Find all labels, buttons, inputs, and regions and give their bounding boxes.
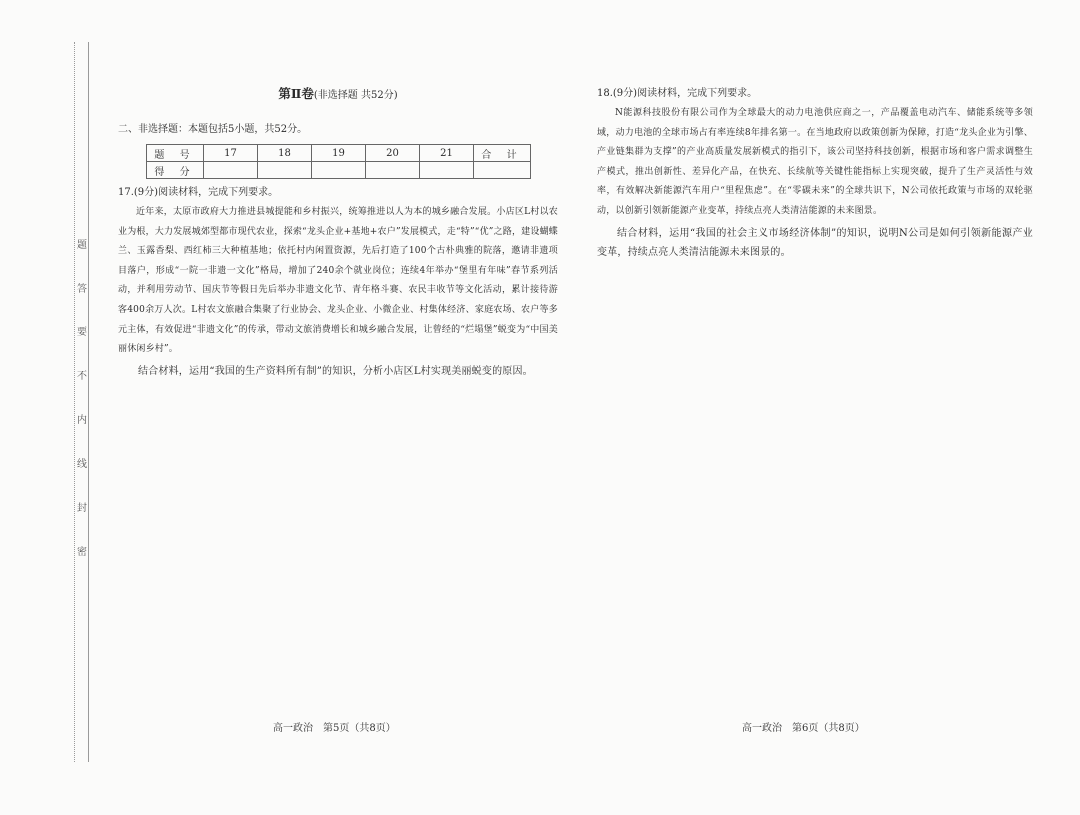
margin-char: 内 [77,415,87,426]
section-title [118,84,558,104]
score-cell[interactable] [420,162,474,179]
binding-dotted-line [74,42,75,762]
score-cell[interactable] [366,162,420,179]
question-number-cell: 21 [420,145,474,162]
margin-char: 答 [77,284,87,295]
total-label: 合 计 [474,145,531,162]
left-page-footer: 高一政治 第5页（共8页） [273,723,396,734]
total-score-cell[interactable] [474,162,531,179]
question-18-material: N能源科技股份有限公司作为全球最大的动力电池供应商之一，产品覆盖电动汽车、储能系统等多领域，动力电池的全球市场占有率连续8年排名第一。在当地政府以政策创新为保障，打造“龙头企业为引擎、产业链集群为支撑”的产业高质量发展新模式的指引下，该公司坚持科技创新，根据市场和客户需求调整生产模式，推出创新性、差异化产品，在快充、长续航等关键性能指标上实现突破，提升了生产灵活性与效率，有效解决新能源汽车用户“里程焦虑”。在“零碳未来”的全球共识下，N公司依托政策与市场的双轮驱动，以创新引领新能源产业变革，持续点亮人类清洁能源的未来图景。 [597,108,1033,216]
question-17-material: 近年来，太原市政府大力推进县城提能和乡村振兴，统筹推进以人为本的城乡融合发展。小店区L村以农业为根，大力发展城郊型都市现代农业，探索“龙头企业+基地+农户”发展模式，走“特”“优”之路，建设蝴蝶兰、玉露香梨、西红柿三大种植基地；依托村内闲置资源，先后打造了100个古朴典雅的院落，邀请非遗项目落户，形成“一院一非遗一文化”格局，增加了240余个就业岗位；连续4年举办“堡里有年味”春节系列活动，并利用劳动节、国庆节等假日先后举办非遗文化节、青年格斗赛、农民丰收节等文化活动，累计接待游客400余万人次。L村农文旅融合集聚了行业协会、龙头企业、小微企业、村集体经济、家庭农场、农户等多元主体，有效促进“非遗文化”的传承，带动文旅消费增长和城乡融合发展，让曾经的“烂塌堡”蜕变为“中国美丽休闲乡村”。 [118,207,558,355]
binding-solid-line [88,42,89,762]
margin-char: 封 [77,503,87,514]
margin-char: 不 [77,371,87,382]
score-label: 得 分 [147,162,204,179]
right-page-footer: 高一政治 第6页（共8页） [742,723,865,734]
score-table [146,144,531,179]
left-page [118,84,558,381]
margin-char: 线 [77,459,87,470]
section-title-main: 第Ⅱ卷 [278,86,314,101]
margin-char: 要 [77,327,87,338]
section-subtitle: (非选择题 共52分) [313,90,398,101]
score-table-header-row [147,145,531,162]
question-number-label: 题 号 [147,145,204,162]
question-number-cell: 17 [204,145,258,162]
score-cell[interactable] [258,162,312,179]
question-17-heading: 17.(9分)阅读材料，完成下列要求。 [118,187,279,198]
margin-char: 题 [77,240,87,251]
right-page [597,86,1033,262]
question-number-cell: 18 [258,145,312,162]
margin-char: 密 [77,547,87,558]
score-cell[interactable] [204,162,258,179]
question-18-task: 结合材料，运用“我国的社会主义市场经济体制”的知识，说明N公司是如何引领新能源产业变革，持续点亮人类清洁能源未来图景的。 [597,227,1033,258]
score-cell[interactable] [312,162,366,179]
score-table-score-row [147,162,531,179]
question-18-heading: 18.(9分)阅读材料，完成下列要求。 [597,88,758,99]
part-heading: 二、非选择题：本题包括5小题，共52分。 [118,124,308,135]
question-number-cell: 20 [366,145,420,162]
question-17-task: 结合材料，运用“我国的生产资料所有制”的知识，分析小店区L村实现美丽蜕变的原因。 [138,365,533,377]
question-number-cell: 19 [312,145,366,162]
